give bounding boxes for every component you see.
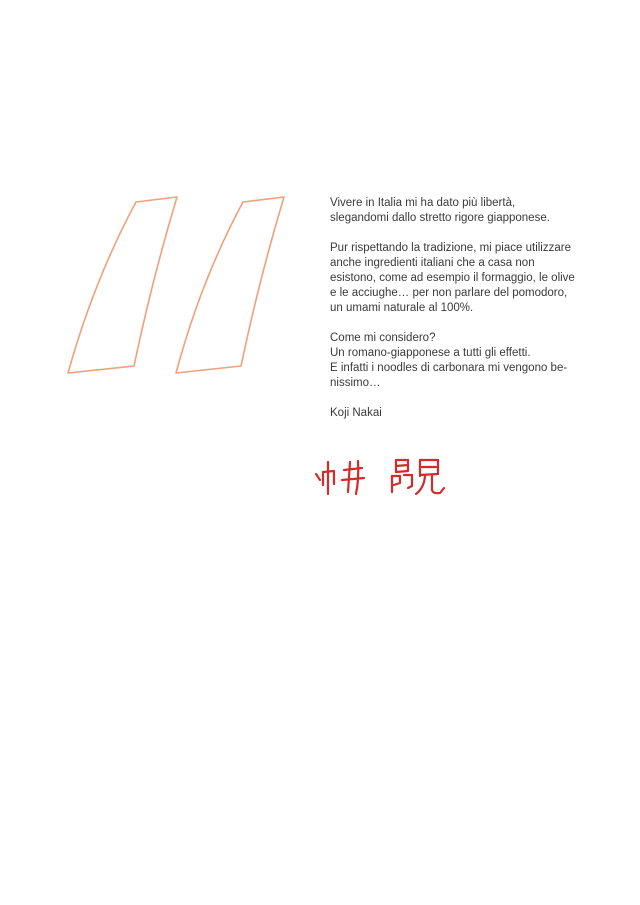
handwritten-signature — [312, 452, 472, 497]
quote-line: anche ingredienti italiani che a casa non — [330, 257, 535, 269]
quotation-mark-icon — [60, 190, 300, 385]
quote-line: esistono, come ad esempio il formaggio, le olive — [330, 272, 575, 284]
quote-paragraph-1 — [330, 196, 580, 226]
quote-paragraph-2 — [330, 241, 580, 316]
quote-line: Pur rispettando la tradizione, mi piace utilizzare — [330, 242, 571, 254]
quote-line: nissimo… — [330, 377, 381, 389]
quote-author: Koji Nakai — [330, 407, 382, 419]
quote-text — [330, 196, 580, 421]
quote-line: Come mi considero? — [330, 332, 436, 344]
quote-line: slegandomi dallo stretto rigore giapponese. — [330, 212, 550, 224]
quote-line: un umami naturale al 100%. — [330, 302, 474, 314]
quote-line: E infatti i noodles di carbonara mi vengono be- — [330, 362, 568, 374]
quote-line: e le acciughe… per non parlare del pomodoro, — [330, 287, 568, 299]
quote-paragraph-3 — [330, 331, 580, 391]
quote-line: Un romano-giapponese a tutti gli effetti. — [330, 347, 531, 359]
quote-line: Vivere in Italia mi ha dato più libertà, — [330, 197, 516, 209]
quote-stroke-right — [176, 197, 284, 373]
quote-stroke-left — [68, 197, 177, 373]
